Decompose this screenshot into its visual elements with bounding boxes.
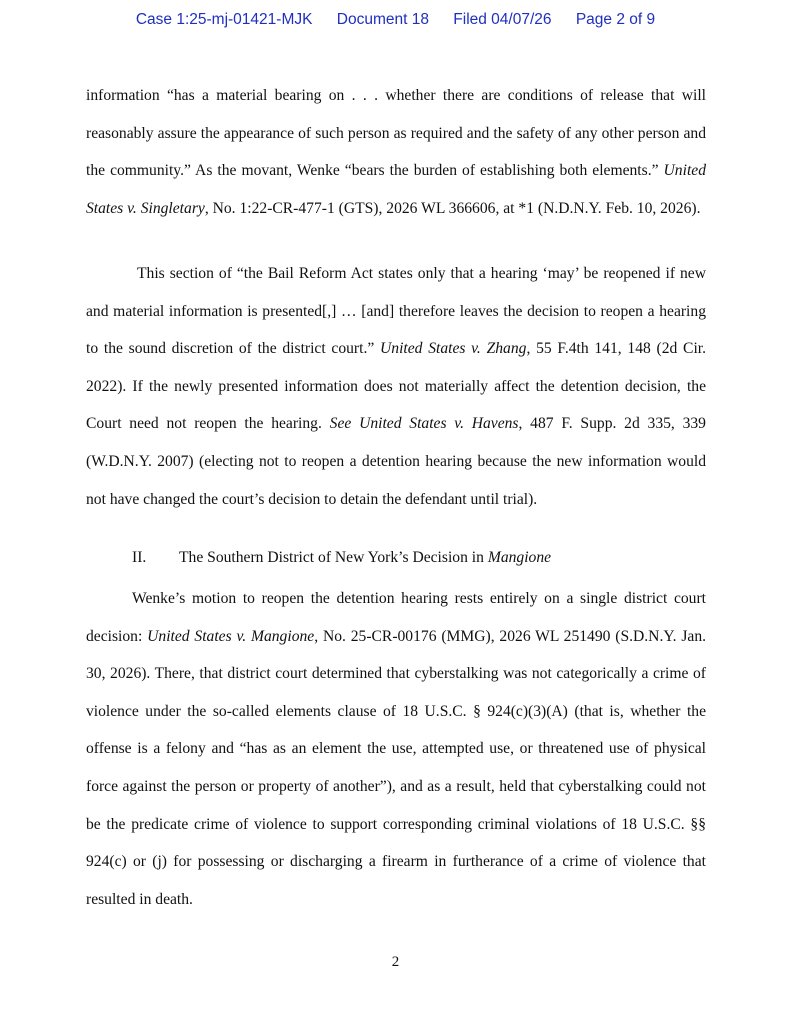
ecf-header bbox=[0, 11, 791, 29]
paragraph-text: This section of “the Bail Reform Act states only that a hearing ‘may’ be reopened if new and material information is presented[,] … [and] therefore leaves the decision to reopen a hearing to the sound discretion of the district court.” bbox=[86, 265, 706, 358]
paragraph-standard-of-review bbox=[86, 77, 706, 227]
filed-date: Filed 04/07/26 bbox=[453, 11, 552, 28]
case-citation: See United States v. Havens bbox=[329, 415, 519, 433]
paragraph-text: , 487 F. Supp. 2d 335, 339 (W.D.N.Y. 2007) (electing not to reopen a detention hearing because the new information would not have changed the court’s decision to detain the defendant until trial). bbox=[86, 415, 706, 508]
document-number: Document 18 bbox=[336, 11, 429, 28]
page-number: 2 bbox=[391, 954, 400, 970]
paragraph-text: Wenke’s motion to reopen the detention hearing rests entirely on a single district court decision: bbox=[86, 590, 706, 645]
paragraph-text: , No. 25-CR-00176 (MMG), 2026 WL 251490 (S.D.N.Y. Jan. 30, 2026). There, that district court determined that cyberstalking was not categorically a crime of violence under the so-called elements clause of 18 U.S.C. § 924(c)(3)(A) (that is, whether the offense is a felony and “has as an element the use, attempted use, or threatened use of physical force against the person or property of another”), and as a result, held that cyberstalking could not be the predicate crime of violence to support corresponding criminal violations of 18 U.S.C. §§ 924(c) or (j) for possessing or discharging a firearm in furtherance of a crime of violence that resulted in death. bbox=[86, 627, 707, 908]
section-heading bbox=[132, 549, 551, 567]
case-citation: United States v. Mangione bbox=[147, 627, 315, 645]
paragraph-mangione bbox=[86, 580, 706, 918]
case-citation: United States v. Singletary bbox=[86, 162, 706, 217]
case-citation: United States v. Zhang bbox=[380, 340, 527, 358]
section-title-case: Mangione bbox=[487, 549, 552, 566]
case-number: Case 1:25-mj-01421-MJK bbox=[135, 11, 313, 28]
paragraph-bail-reform-act bbox=[86, 255, 706, 518]
section-title: The Southern District of New York’s Decision in bbox=[179, 549, 488, 566]
page-indicator: Page 2 of 9 bbox=[575, 11, 656, 28]
paragraph-text: information “has a material bearing on . . . whether there are conditions of release that will reasonably assure the appearance of such person as required and the safety of any other person and the community.” As the movant, Wenke “bears the burden of establishing both elements.” bbox=[86, 87, 706, 180]
paragraph-text: , 55 F.4th 141, 148 (2d Cir. 2022). If the newly presented information does not materially affect the detention decision, the Court need not reopen the hearing. bbox=[86, 340, 707, 433]
paragraph-text: , No. 1:22-CR-477-1 (GTS), 2026 WL 366606, at *1 (N.D.N.Y. Feb. 10, 2026). bbox=[204, 199, 701, 217]
section-number: II. bbox=[132, 549, 147, 566]
